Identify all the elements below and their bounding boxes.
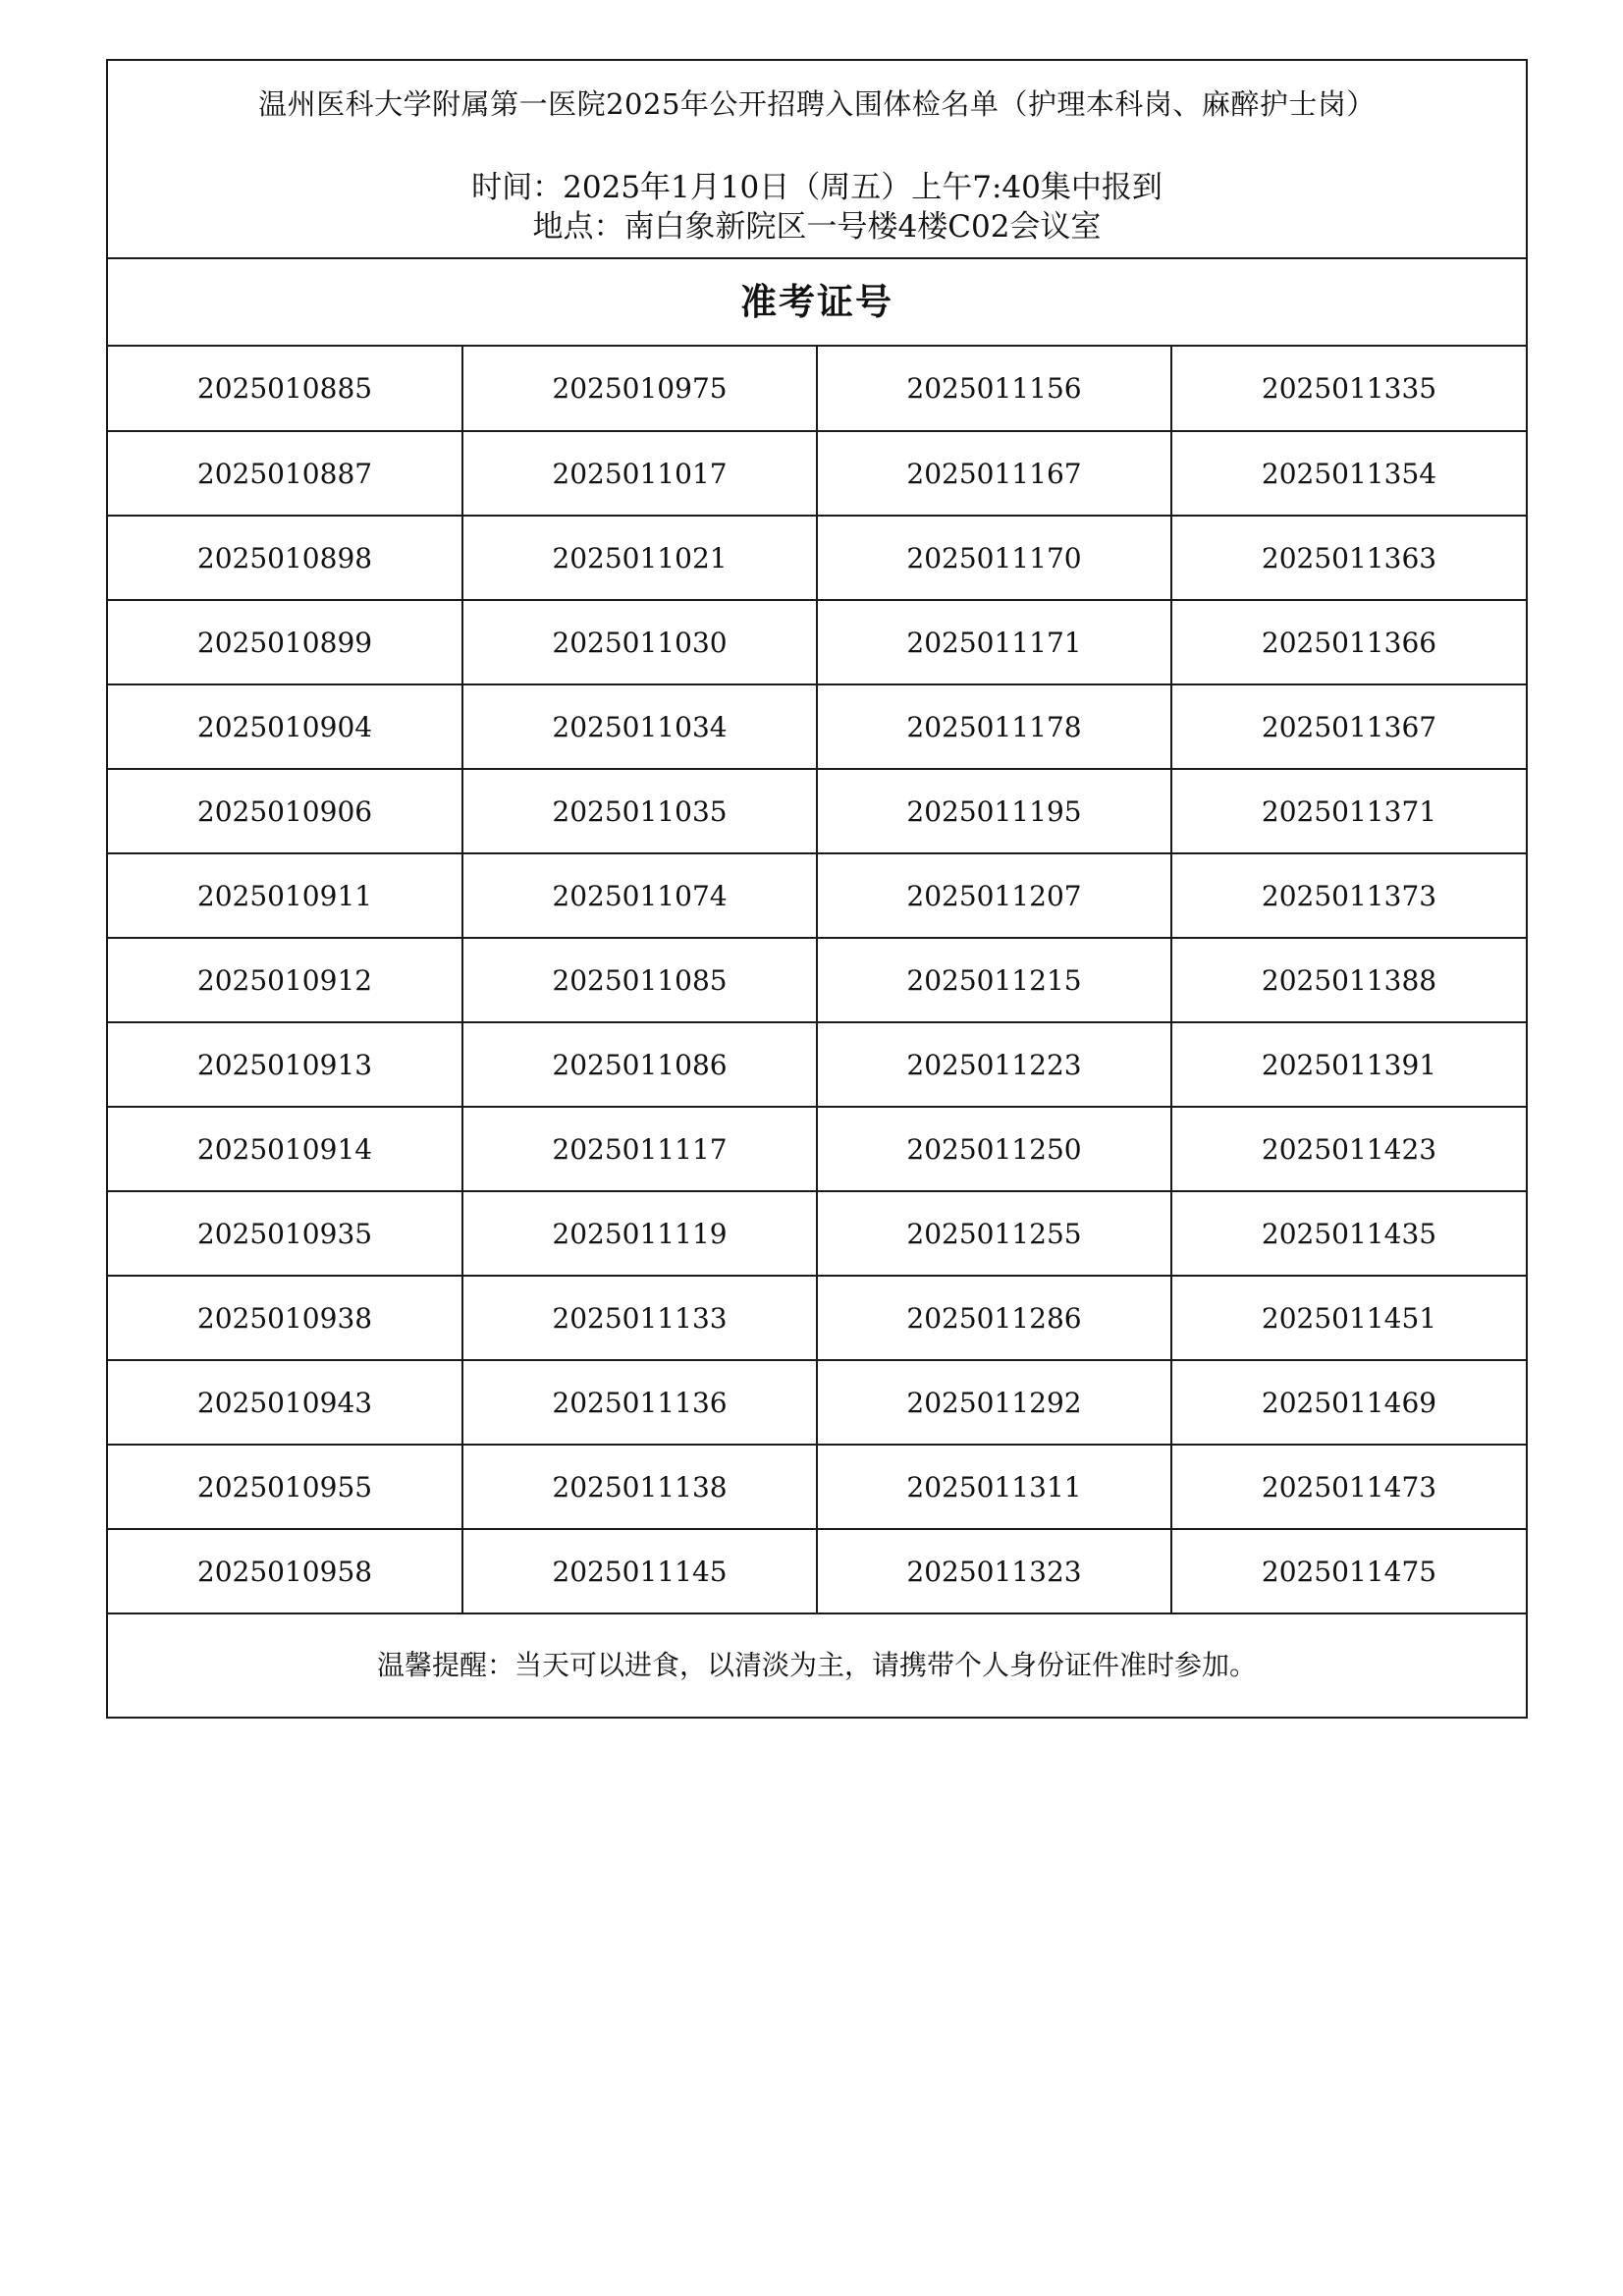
exam-id-cell: 2025010938 <box>108 1276 462 1360</box>
exam-id-cell: 2025010887 <box>108 431 462 516</box>
exam-id-cell: 2025011435 <box>1171 1191 1526 1276</box>
exam-id-cell: 2025011475 <box>1171 1529 1526 1613</box>
exam-id-cell: 2025011156 <box>817 347 1171 431</box>
reminder-note: 温馨提醒：当天可以进食，以清淡为主，请携带个人身份证件准时参加。 <box>376 1649 1257 1681</box>
exam-id-cell: 2025011371 <box>1171 769 1526 853</box>
exam-id-cell: 2025011074 <box>462 853 817 938</box>
exam-id-cell: 2025010911 <box>108 853 462 938</box>
exam-id-cell: 2025011286 <box>817 1276 1171 1360</box>
exam-id-cell: 2025010958 <box>108 1529 462 1613</box>
table-row <box>108 1191 1526 1276</box>
exam-id-cell: 2025011119 <box>462 1191 817 1276</box>
table-row <box>108 769 1526 853</box>
table-row <box>108 1107 1526 1191</box>
exam-id-cell: 2025011363 <box>1171 516 1526 600</box>
exam-id-cell: 2025010914 <box>108 1107 462 1191</box>
table-row <box>108 1276 1526 1360</box>
exam-list-sheet <box>106 59 1528 1719</box>
exam-id-cell: 2025010885 <box>108 347 462 431</box>
exam-id-cell: 2025011215 <box>817 938 1171 1022</box>
exam-id-cell: 2025011034 <box>462 684 817 769</box>
exam-id-cell: 2025011133 <box>462 1276 817 1360</box>
exam-id-cell: 2025011473 <box>1171 1445 1526 1529</box>
exam-id-cell: 2025011451 <box>1171 1276 1526 1360</box>
exam-id-cell: 2025011311 <box>817 1445 1171 1529</box>
exam-id-cell: 2025011391 <box>1171 1022 1526 1107</box>
exam-id-cell: 2025011367 <box>1171 684 1526 769</box>
table-row <box>108 938 1526 1022</box>
exam-id-cell: 2025011354 <box>1171 431 1526 516</box>
table-row <box>108 600 1526 684</box>
exam-id-cell: 2025011388 <box>1171 938 1526 1022</box>
table-row <box>108 1022 1526 1107</box>
exam-id-cell: 2025011469 <box>1171 1360 1526 1445</box>
exam-id-cell: 2025011017 <box>462 431 817 516</box>
exam-id-cell: 2025011086 <box>462 1022 817 1107</box>
exam-id-cell: 2025011178 <box>817 684 1171 769</box>
exam-id-cell: 2025010943 <box>108 1360 462 1445</box>
exam-id-cell: 2025011085 <box>462 938 817 1022</box>
exam-id-cell: 2025011170 <box>817 516 1171 600</box>
report-location: 地点：南白象新院区一号楼4楼C02会议室 <box>532 209 1102 245</box>
exam-id-cell: 2025011255 <box>817 1191 1171 1276</box>
exam-id-cell: 2025011171 <box>817 600 1171 684</box>
exam-id-table <box>108 347 1526 1614</box>
exam-id-cell: 2025011167 <box>817 431 1171 516</box>
exam-id-cell: 2025010913 <box>108 1022 462 1107</box>
table-row <box>108 431 1526 516</box>
exam-id-cell: 2025010955 <box>108 1445 462 1529</box>
exam-id-cell: 2025011207 <box>817 853 1171 938</box>
document-header <box>108 61 1526 259</box>
exam-id-cell: 2025010899 <box>108 600 462 684</box>
table-row <box>108 1529 1526 1613</box>
exam-id-cell: 2025010975 <box>462 347 817 431</box>
column-header-exam-id: 准考证号 <box>108 259 1526 347</box>
table-row <box>108 347 1526 431</box>
exam-id-cell: 2025011366 <box>1171 600 1526 684</box>
exam-id-cell: 2025011021 <box>462 516 817 600</box>
exam-id-cell: 2025010904 <box>108 684 462 769</box>
exam-id-cell: 2025011030 <box>462 600 817 684</box>
exam-id-cell: 2025011223 <box>817 1022 1171 1107</box>
exam-id-cell: 2025010898 <box>108 516 462 600</box>
table-row <box>108 684 1526 769</box>
table-row <box>108 516 1526 600</box>
exam-id-cell: 2025010912 <box>108 938 462 1022</box>
exam-id-cell: 2025011145 <box>462 1529 817 1613</box>
exam-id-cell: 2025011373 <box>1171 853 1526 938</box>
table-row <box>108 1445 1526 1529</box>
exam-id-cell: 2025011423 <box>1171 1107 1526 1191</box>
exam-id-cell: 2025011195 <box>817 769 1171 853</box>
report-time: 时间：2025年1月10日（周五）上午7:40集中报到 <box>471 170 1163 205</box>
exam-id-cell: 2025010906 <box>108 769 462 853</box>
exam-id-cell: 2025011335 <box>1171 347 1526 431</box>
document-title: 温州医科大学附属第一医院2025年公开招聘入围体检名单（护理本科岗、麻醉护士岗） <box>258 87 1376 121</box>
exam-id-cell: 2025011323 <box>817 1529 1171 1613</box>
exam-id-cell: 2025011138 <box>462 1445 817 1529</box>
exam-id-cell: 2025011035 <box>462 769 817 853</box>
exam-id-cell: 2025011117 <box>462 1107 817 1191</box>
exam-id-cell: 2025011250 <box>817 1107 1171 1191</box>
exam-id-cell: 2025011136 <box>462 1360 817 1445</box>
exam-id-cell: 2025010935 <box>108 1191 462 1276</box>
exam-id-cell: 2025011292 <box>817 1360 1171 1445</box>
table-row <box>108 853 1526 938</box>
table-row <box>108 1360 1526 1445</box>
